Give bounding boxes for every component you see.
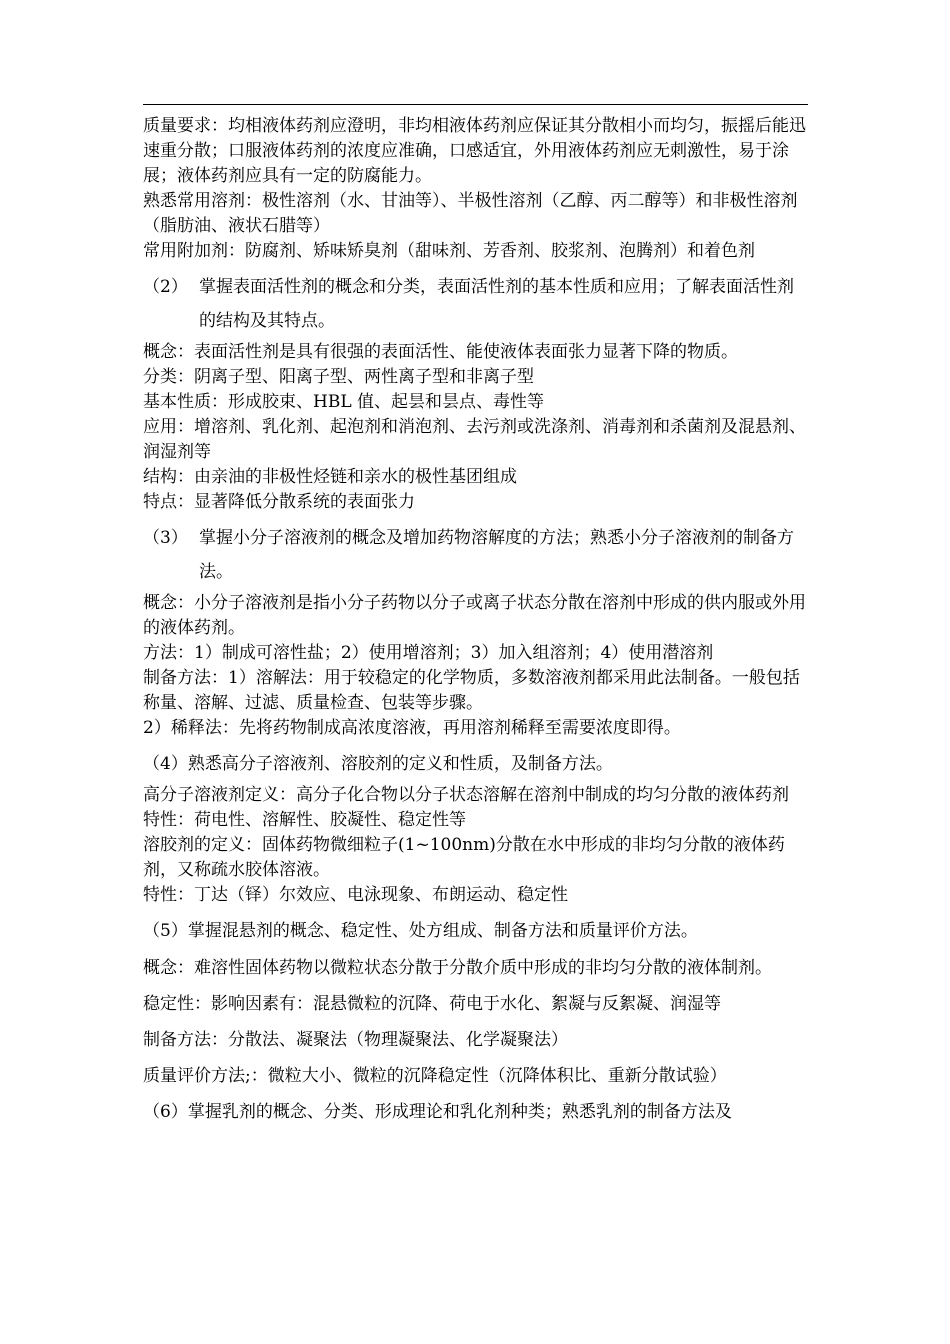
header-rule xyxy=(143,104,808,105)
preparation-methods: 制备方法：1）溶解法：用于较稳定的化学物质，多数溶液剂都采用此法制备。一般包括称量、溶解、过滤、质量检查、包装等步骤。 xyxy=(143,668,800,713)
dilution-method: 2）稀释法：先将药物制成高浓度溶液，再用溶剂稀释至需要浓度即得。 xyxy=(143,718,681,738)
section-2-heading xyxy=(143,270,809,338)
surfactant-concept: 概念：表面活性剂是具有很强的表面活性、能使液体表面张力显著下降的物质。 xyxy=(143,342,738,362)
surfactant-features: 特点：显著降低分散系统的表面张力 xyxy=(143,492,415,512)
section-3-heading xyxy=(143,521,809,589)
small-molecule-concept: 概念：小分子溶液剂是指小分子药物以分子或离子状态分散在溶剂中形成的供内服或外用的液体药剂。 xyxy=(143,593,806,638)
section-number: （2） xyxy=(143,277,188,297)
section-5-heading: （5）掌握混悬剂的概念、稳定性、处方组成、制备方法和质量评价方法。 xyxy=(143,921,698,941)
polymer-properties: 特性：荷电性、溶解性、胶凝性、稳定性等 xyxy=(143,810,466,830)
common-additives: 常用附加剂：防腐剂、矫味矫臭剂（甜味剂、芳香剂、胶浆剂、泡腾剂）和着色剂 xyxy=(143,241,755,261)
quality-requirements: 质量要求：均相液体药剂应澄明，非均相液体药剂应保证其分散相小而均匀，振摇后能迅速重分散；口服液体药剂的浓度应准确，口感适宜，外用液体药剂应无刺激性，易于涂展；液体药剂应具有一定的防腐能力。 xyxy=(143,116,806,186)
solubility-methods: 方法：1）制成可溶性盐；2）使用增溶剂；3）加入组溶剂；4）使用潜溶剂 xyxy=(143,643,714,663)
surfactant-properties: 基本性质：形成胶束、HBL 值、起昙和昙点、毒性等 xyxy=(143,392,545,412)
section-heading-text: 掌握小分子溶液剂的概念及增加药物溶解度的方法；熟悉小分子溶液剂的制备方法。 xyxy=(199,528,794,582)
common-solvents: 熟悉常用溶剂：极性溶剂（水、甘油等）、半极性溶剂（乙醇、丙二醇等）和非极性溶剂（脂肪油、液状石腊等） xyxy=(143,191,798,236)
suspension-preparation: 制备方法：分散法、凝聚法（物理凝聚法、化学凝聚法） xyxy=(143,1030,568,1050)
sol-definition: 溶胶剂的定义：固体药物微细粒子(1~100nm)分散在水中形成的非均匀分散的液体药剂，又称疏水胶体溶液。 xyxy=(143,835,785,880)
section-heading-text: 掌握表面活性剂的概念和分类，表面活性剂的基本性质和应用；了解表面活性剂的结构及其特点。 xyxy=(199,277,794,331)
suspension-quality-evaluation: 质量评价方法;：微粒大小、微粒的沉降稳定性（沉降体积比、重新分散试验） xyxy=(143,1066,727,1086)
document-body xyxy=(143,114,809,1130)
suspension-stability: 稳定性：影响因素有：混悬微粒的沉降、荷电于水化、絮凝与反絮凝、润湿等 xyxy=(143,994,721,1014)
section-6-heading: （6）掌握乳剂的概念、分类、形成理论和乳化剂种类；熟悉乳剂的制备方法及 xyxy=(143,1102,732,1122)
sol-properties: 特性：丁达（铎）尔效应、电泳现象、布朗运动、稳定性 xyxy=(143,885,568,905)
surfactant-structure: 结构：由亲油的非极性烃链和亲水的极性基团组成 xyxy=(143,467,517,487)
section-4-heading: （4）熟悉高分子溶液剂、溶胶剂的定义和性质，及制备方法。 xyxy=(143,754,613,774)
suspension-concept: 概念：难溶性固体药物以微粒状态分散于分散介质中形成的非均匀分散的液体制剂。 xyxy=(143,958,772,978)
surfactant-applications: 应用：增溶剂、乳化剂、起泡剂和消泡剂、去污剂或洗涤剂、消毒剂和杀菌剂及混悬剂、润湿剂等 xyxy=(143,417,806,462)
section-number: （3） xyxy=(143,528,188,548)
surfactant-classification: 分类：阴离子型、阳离子型、两性离子型和非离子型 xyxy=(143,367,534,387)
polymer-solution-definition: 高分子溶液剂定义：高分子化合物以分子状态溶解在溶剂中制成的均匀分散的液体药剂 xyxy=(143,785,789,805)
